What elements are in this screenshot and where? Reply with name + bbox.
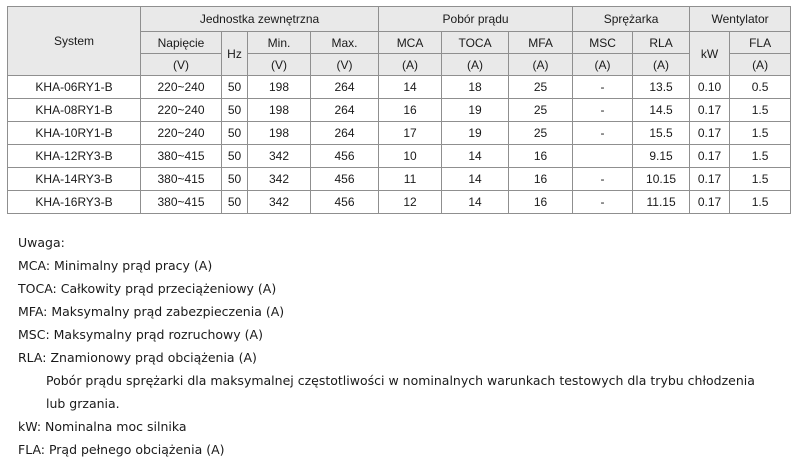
header-msc: MSC [573, 32, 633, 54]
cell-system: KHA-12RY3-B [8, 145, 141, 168]
header-toca-unit: (A) [442, 54, 509, 76]
table-row [8, 99, 791, 122]
cell-voltage: 220~240 [141, 122, 222, 145]
header-hz: Hz [222, 32, 248, 76]
cell-voltage: 380~415 [141, 168, 222, 191]
cell-voltage: 380~415 [141, 191, 222, 214]
cell-min-voltage: 198 [248, 99, 311, 122]
cell-toca: 14 [442, 168, 509, 191]
cell-hz: 50 [222, 122, 248, 145]
notes-section [18, 231, 788, 461]
note-line: FLA: Prąd pełnego obciążenia (A) [18, 442, 225, 457]
cell-min-voltage: 342 [248, 191, 311, 214]
header-toca: TOCA [442, 32, 509, 54]
cell-hz: 50 [222, 191, 248, 214]
cell-hz: 50 [222, 99, 248, 122]
cell-toca: 14 [442, 191, 509, 214]
cell-mfa: 16 [509, 191, 573, 214]
header-voltage-unit: (V) [141, 54, 222, 76]
cell-rla: 15.5 [633, 122, 690, 145]
cell-min-voltage: 342 [248, 168, 311, 191]
cell-mfa: 25 [509, 99, 573, 122]
header-rla-unit: (A) [633, 54, 690, 76]
cell-toca: 18 [442, 76, 509, 99]
cell-rla: 10.15 [633, 168, 690, 191]
cell-min-voltage: 198 [248, 76, 311, 99]
cell-fan-kw: 0.17 [690, 122, 730, 145]
header-max: Max. [311, 32, 379, 54]
cell-system: KHA-10RY1-B [8, 122, 141, 145]
cell-min-voltage: 342 [248, 145, 311, 168]
cell-rla: 9.15 [633, 145, 690, 168]
specification-table [7, 6, 791, 214]
header-max-unit: (V) [311, 54, 379, 76]
header-mfa: MFA [509, 32, 573, 54]
cell-hz: 50 [222, 145, 248, 168]
notes-heading: Uwaga: [18, 235, 65, 250]
cell-voltage: 220~240 [141, 99, 222, 122]
cell-fan-kw: 0.17 [690, 191, 730, 214]
cell-fla: 1.5 [730, 145, 791, 168]
cell-fla: 0.5 [730, 76, 791, 99]
cell-msc: - [573, 122, 633, 145]
cell-max-voltage: 456 [311, 191, 379, 214]
cell-mca: 17 [379, 122, 442, 145]
cell-max-voltage: 264 [311, 99, 379, 122]
header-voltage: Napięcie [141, 32, 222, 54]
cell-fla: 1.5 [730, 122, 791, 145]
note-line: kW: Nominalna moc silnika [18, 419, 187, 434]
cell-fla: 1.5 [730, 191, 791, 214]
header-fan: Wentylator [690, 7, 791, 32]
cell-mca: 12 [379, 191, 442, 214]
cell-toca: 19 [442, 122, 509, 145]
header-min-unit: (V) [248, 54, 311, 76]
cell-mfa: 16 [509, 168, 573, 191]
note-line: MCA: Minimalny prąd pracy (A) [18, 258, 213, 273]
cell-mfa: 25 [509, 76, 573, 99]
header-fla-unit: (A) [730, 54, 791, 76]
note-line: MFA: Maksymalny prąd zabezpieczenia (A) [18, 304, 285, 319]
cell-toca: 19 [442, 99, 509, 122]
table-body [8, 76, 791, 214]
cell-mfa: 25 [509, 122, 573, 145]
cell-rla: 11.15 [633, 191, 690, 214]
cell-fan-kw: 0.17 [690, 99, 730, 122]
cell-toca: 14 [442, 145, 509, 168]
cell-fla: 1.5 [730, 99, 791, 122]
cell-msc: - [573, 99, 633, 122]
cell-mca: 11 [379, 168, 442, 191]
header-outdoor-unit: Jednostka zewnętrzna [141, 7, 379, 32]
table-row [8, 76, 791, 99]
header-msc-unit: (A) [573, 54, 633, 76]
note-line: Pobór prądu sprężarki dla maksymalnej częstotliwości w nominalnych warunkach testowych dla trybu chłodzenia [46, 373, 755, 388]
cell-hz: 50 [222, 76, 248, 99]
cell-system: KHA-16RY3-B [8, 191, 141, 214]
header-mca: MCA [379, 32, 442, 54]
table-header [8, 7, 791, 76]
table-row [8, 168, 791, 191]
cell-mca: 14 [379, 76, 442, 99]
cell-msc [573, 145, 633, 168]
cell-max-voltage: 264 [311, 122, 379, 145]
header-rla: RLA [633, 32, 690, 54]
cell-max-voltage: 456 [311, 145, 379, 168]
table-row [8, 191, 791, 214]
header-kw: kW [690, 32, 730, 76]
table-row [8, 122, 791, 145]
cell-fan-kw: 0.10 [690, 76, 730, 99]
cell-max-voltage: 456 [311, 168, 379, 191]
header-mca-unit: (A) [379, 54, 442, 76]
cell-rla: 13.5 [633, 76, 690, 99]
cell-max-voltage: 264 [311, 76, 379, 99]
note-line: RLA: Znamionowy prąd obciążenia (A) [18, 350, 257, 365]
cell-fan-kw: 0.17 [690, 168, 730, 191]
cell-fan-kw: 0.17 [690, 145, 730, 168]
cell-system: KHA-08RY1-B [8, 99, 141, 122]
cell-mca: 16 [379, 99, 442, 122]
header-min: Min. [248, 32, 311, 54]
cell-msc: - [573, 191, 633, 214]
cell-msc: - [573, 76, 633, 99]
note-line: MSC: Maksymalny prąd rozruchowy (A) [18, 327, 263, 342]
note-line: lub grzania. [46, 396, 120, 411]
cell-system: KHA-06RY1-B [8, 76, 141, 99]
header-system: System [8, 7, 141, 76]
cell-hz: 50 [222, 168, 248, 191]
cell-min-voltage: 198 [248, 122, 311, 145]
header-compressor: Sprężarka [573, 7, 690, 32]
cell-fla: 1.5 [730, 168, 791, 191]
cell-system: KHA-14RY3-B [8, 168, 141, 191]
header-mfa-unit: (A) [509, 54, 573, 76]
cell-rla: 14.5 [633, 99, 690, 122]
header-fla: FLA [730, 32, 791, 54]
header-power-draw: Pobór prądu [379, 7, 573, 32]
notes-list [18, 254, 788, 461]
cell-voltage: 220~240 [141, 76, 222, 99]
cell-msc: - [573, 168, 633, 191]
cell-mca: 10 [379, 145, 442, 168]
note-line: TOCA: Całkowity prąd przeciążeniowy (A) [18, 281, 277, 296]
cell-mfa: 16 [509, 145, 573, 168]
table-row [8, 145, 791, 168]
cell-voltage: 380~415 [141, 145, 222, 168]
